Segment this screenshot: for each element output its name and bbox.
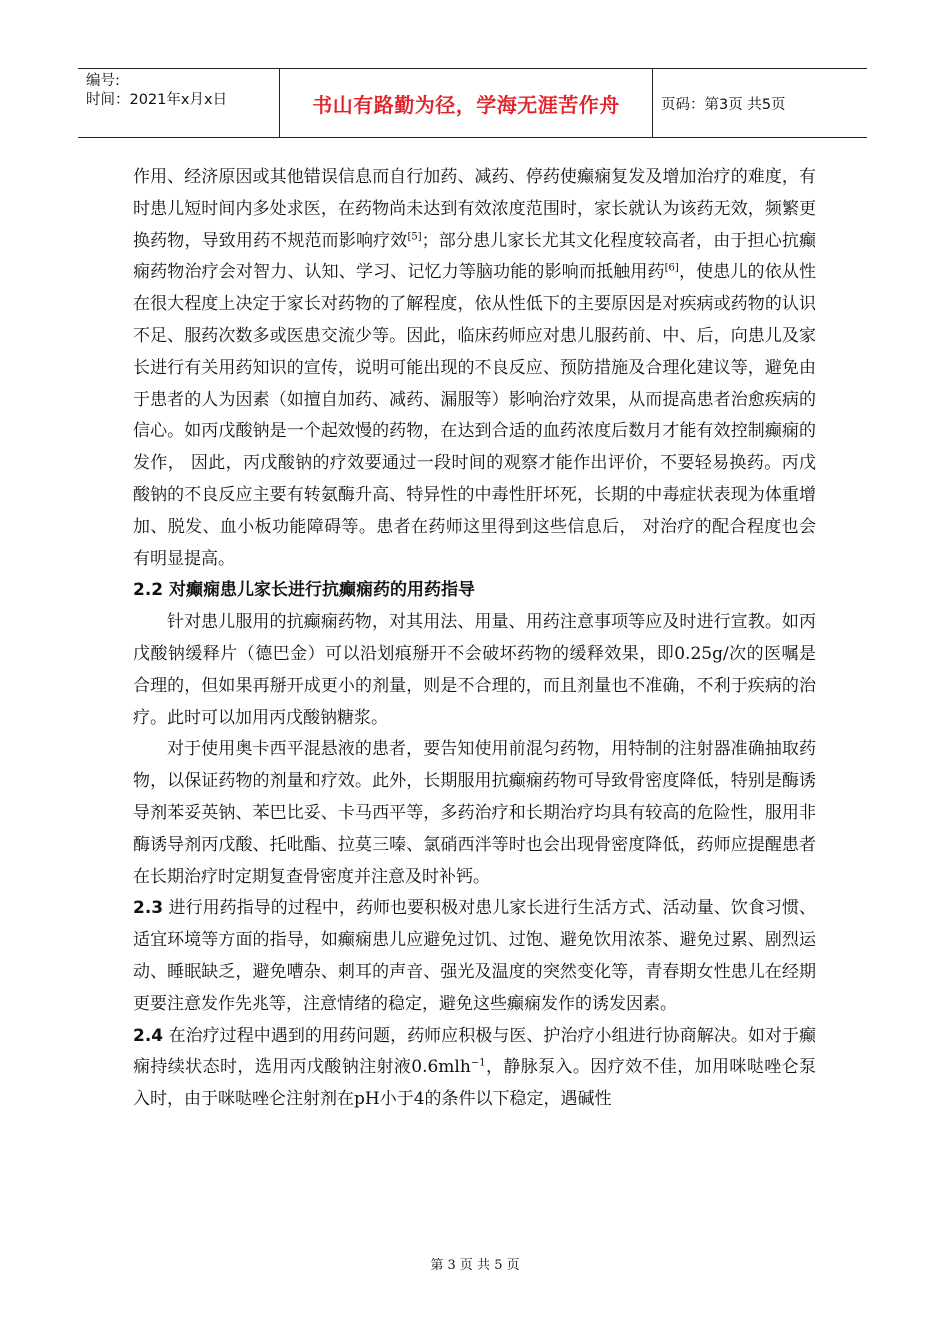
paragraph-2-4	[133, 1021, 816, 1116]
citation-5: [5]	[407, 230, 422, 242]
section-number-2-4: 2.4	[133, 1025, 164, 1046]
paragraph-medication-guidance: 针对患儿服用的抗癫痫药物，对其用法、用量、用药注意事项等应及时进行宣教。如丙戊酸钠缓释片（德巴金）可以沿划痕掰开不会破坏药物的缓释效果，即0.25g/次的医嘱是合理的，但如果再掰开成更小的剂量，则是不合理的，而且剂量也不准确，不利于疾病的治疗。此时可以加用丙戊酸钠糖浆。	[133, 612, 816, 728]
header-motto-cell	[280, 69, 653, 137]
page-footer: 第 3 页 共 5 页	[430, 1258, 520, 1273]
document-header	[78, 68, 867, 138]
unit-superscript: −1	[470, 1057, 486, 1069]
header-number: 编号:	[86, 73, 120, 89]
paragraph-oxcarbazepine: 对于使用奥卡西平混悬液的患者，要告知使用前混匀药物，用特制的注射器准确抽取药物，以保证药物的剂量和疗效。此外，长期服用抗癫痫药物可导致骨密度降低，特别是酶诱导剂苯妥英钠、苯巴比妥、卡马西平等，多药治疗和长期治疗均具有较高的危险性，服用非酶诱导剂丙戊酸、托吡酯、拉莫三嗪、氯硝西泮等时也会出现骨密度降低，药师应提醒患者在长期治疗时定期复查骨密度并注意及时补钙。	[133, 739, 816, 887]
citation-6: [6]	[664, 262, 679, 274]
text-run: 进行用药指导的过程中，药师也要积极对患儿家长进行生活方式、活动量、饮食习惯、适宜环境等方面的指导，如癫痫患儿应避免过饥、过饱、避免饮用浓茶、避免过累、剧烈运动、睡眠缺乏，避免嘈杂、刺耳的声音、强光及温度的突然变化等，青春期女性患儿在经期更要注意发作先兆等，注意情绪的稳定，避免这些癫痫发作的诱发因素。	[133, 898, 816, 1014]
text-run: ，静脉泵入。因疗效不佳，加用咪哒唑仑泵入时，由于咪哒唑仑注射剂在pH小于4的条件以下稳定，遇碱性	[133, 1057, 817, 1110]
paragraph-compliance	[133, 162, 816, 575]
header-time: 时间：2021年x月x日	[86, 92, 228, 108]
paragraph-2-3	[133, 893, 816, 1020]
text-run: ，使患儿的依从性在很大程度上决定于家长对药物的了解程度，依从性低下的主要原因是对疾病或药物的认识不足、服药次数多或医患交流少等。因此，临床药师应对患儿服药前、中、后，向患儿及家长进行有关用药知识的宣传，说明可能出现的不良反应、预防措施及合理化建议等，避免由于患者的人为因素（如擅自加药、减药、漏服等）影响治疗效果，从而提高患者治愈疾病的信心。如丙戊酸钠是一个起效慢的药物，在达到合适的血药浓度后数月才能有效控制癫痫的发作， 因此，丙戊酸钠的疗效要通过一段时间的观察才能作出评价，不要轻易换药。丙戊酸钠的不良反应主要有转氨酶升高、特异性的中毒性肝坏死，长期的中毒症状表现为体重增加、脱发、血小板功能障碍等。患者在药师这里得到这些信息后， 对治疗的配合程度也会有明显提高。	[133, 262, 817, 569]
document-body	[133, 162, 816, 1116]
header-motto: 书山有路勤为径，学海无涯苦作舟	[312, 92, 620, 117]
section-number-2-3: 2.3	[133, 898, 164, 919]
header-meta	[78, 69, 280, 137]
header-page-info: 页码：第3页 共5页	[661, 96, 786, 113]
text-run: 在治疗过程中遇到的用药问题，药师应积极与医、护治疗小组进行协商解决。如对于癫痫持续状态时，选用丙戊酸钠注射液0.6mlh	[133, 1025, 816, 1078]
text-run: 作用、经济原因或其他错误信息而自行加药、减药、停药使癫痫复发及增加治疗的难度，有时患儿短时间内多处求医，在药物尚未达到有效浓度范围时，家长就认为该药无效，频繁更换药物，导致用药不规范而影响疗效	[133, 167, 816, 251]
section-heading-2-2: 2.2 对癫痫患儿家长进行抗癫痫药的用药指导	[133, 580, 476, 601]
text-run: ；部分患儿家长尤其文化程度较高者，由于担心抗癫痫药物治疗会对智力、认知、学习、记忆力等脑功能的影响而抵触用药	[133, 230, 816, 283]
